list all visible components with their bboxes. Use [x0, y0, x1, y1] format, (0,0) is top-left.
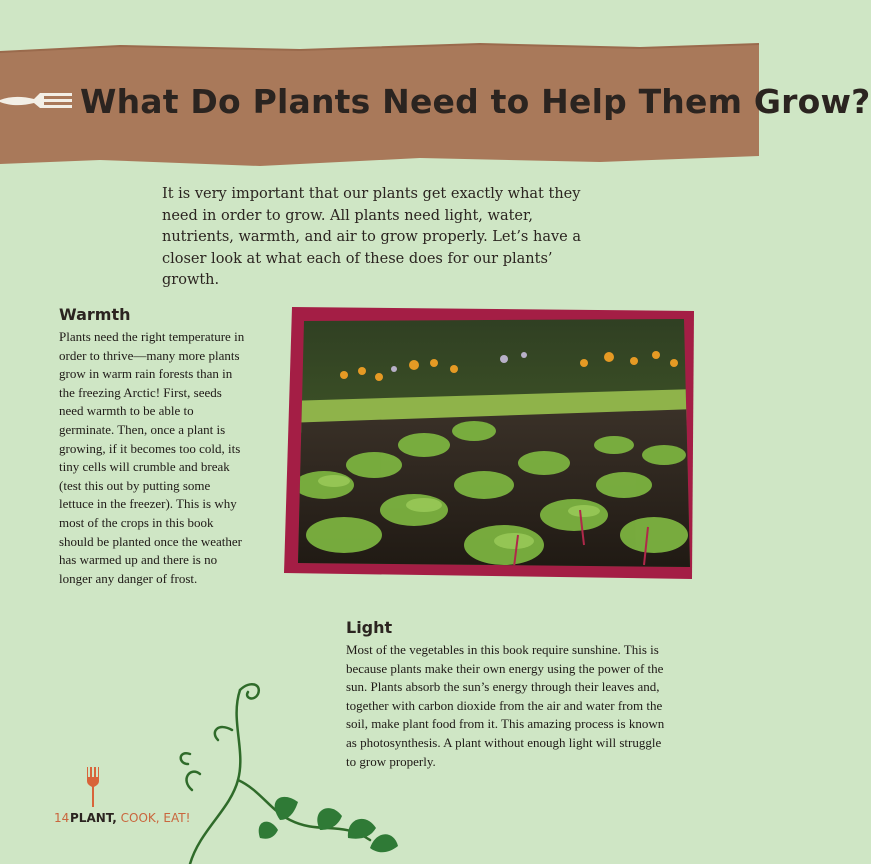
garden-photo [284, 305, 696, 579]
brand-eat: EAT! [163, 811, 191, 825]
vine-icon [170, 670, 430, 864]
light-heading: Light [346, 618, 393, 637]
fork-icon [86, 767, 100, 807]
page-number: 14 [54, 811, 70, 825]
page-footer [54, 767, 194, 827]
fork-icon [0, 82, 80, 122]
intro-paragraph: It is very important that our plants get exactly what they need in order to grow. All plants need light, water, nutrients, warmth, and air to grow properly. Let’s have a closer look at what each of these does for our plants’ growth. [162, 186, 581, 288]
page-title: What Do Plants Need to Help Them Grow? [80, 82, 871, 121]
light-text: Most of the vegetables in this book require sunshine. This is because plants make their own energy using the power of the sun. Plants absorb the sun’s energy through their leaves and, together with carbon dioxide from the air and water from the soil, make plant food from it. This amazing process is known as photosynthesis. A plant without enough light will struggle to grow properly. [346, 642, 665, 769]
brand-cook: COOK, [120, 811, 160, 825]
warmth-text: Plants need the right temperature in order to thrive—many more plants grow in warm rain forests than in the freezing Arctic! First, seeds need warmth to be able to germinate. Then, once a plant is growing, if it becomes too cold, its tiny cells will crumble and break (test this out by putting some lettuce in the freezer). This is why most of the crops in this book should be planted once the weather has warmed up and there is no longer any danger of frost. [59, 329, 245, 586]
book-brand [70, 811, 190, 825]
warmth-section [59, 305, 245, 588]
brand-plant: PLANT, [70, 811, 117, 825]
warmth-heading: Warmth [59, 305, 131, 324]
garden-photo-illustration [284, 305, 696, 579]
